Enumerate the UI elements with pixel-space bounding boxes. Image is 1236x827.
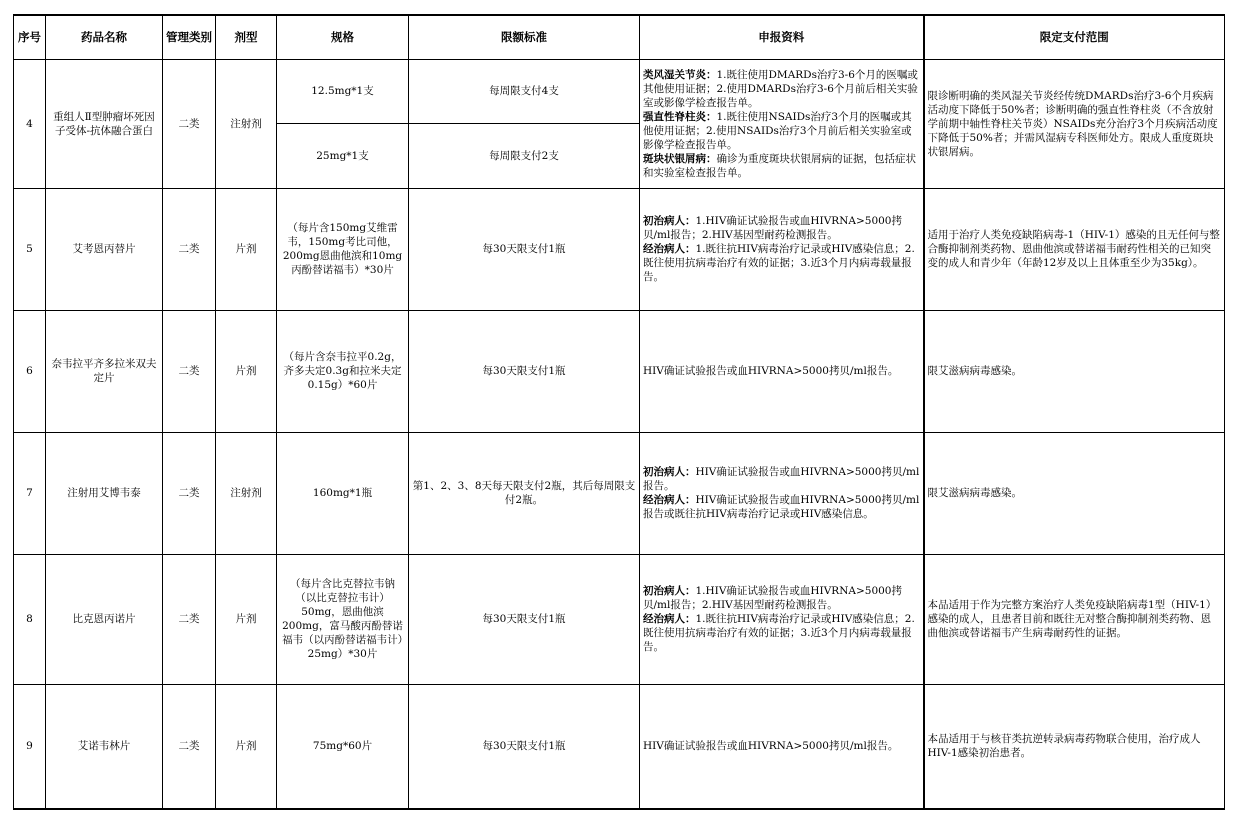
materials-text: 1.既往抗HIV病毒治疗记录或HIV感染信息；2.既往使用抗病毒治疗有效的证据；3.近3个月内病毒载量报告。 bbox=[643, 243, 915, 283]
limit: 每30天限支付1瓶 bbox=[409, 188, 640, 310]
materials-text: 1.既往抗HIV病毒治疗记录或HIV感染信息；2.既往使用抗病毒治疗有效的证据；3.近3个月内病毒载量报告。 bbox=[643, 613, 915, 653]
row-no: 6 bbox=[14, 310, 46, 432]
dosage-form: 片剂 bbox=[216, 188, 277, 310]
materials bbox=[640, 554, 924, 684]
materials-text: HIV确证试验报告或血HIVRNA>5000拷贝/ml报告。 bbox=[643, 740, 899, 753]
payment-scope: 本品适用于作为完整方案治疗人类免疫缺陷病毒1型（HIV-1）感染的成人，且患者目前和既往无对整合酶抑制剂类药物、恩曲他滨或替诺福韦产生病毒耐药性的证据。 bbox=[924, 554, 1225, 684]
materials-text: HIV确证试验报告或血HIVRNA>5000拷贝/ml报告。 bbox=[643, 466, 920, 492]
dosage-form: 片剂 bbox=[216, 310, 277, 432]
category: 二类 bbox=[163, 59, 216, 188]
materials-text: 1.既往使用NSAIDs治疗3个月的医嘱或其他使用证据；2.使用NSAIDs治疗3个月前后相关实验室或影像学检查报告单。 bbox=[643, 110, 912, 151]
materials bbox=[640, 310, 924, 432]
materials-label: 初治病人： bbox=[643, 585, 696, 597]
materials-text: 确诊为重度斑块状银屑病的证据，包括症状和实验室检查报告单。 bbox=[643, 152, 916, 179]
header-spec: 规格 bbox=[277, 15, 409, 59]
table-row bbox=[14, 432, 1225, 554]
payment-scope: 限艾滋病病毒感染。 bbox=[924, 310, 1225, 432]
spec: （每片含奈韦拉平0.2g，齐多夫定0.3g和拉米夫定0.15g）*60片 bbox=[277, 310, 409, 432]
materials bbox=[640, 188, 924, 310]
materials-label: 斑块状银屑病： bbox=[643, 152, 717, 165]
spec: 160mg*1瓶 bbox=[277, 432, 409, 554]
category: 二类 bbox=[163, 188, 216, 310]
spec: 75mg*60片 bbox=[277, 684, 409, 809]
header-materials: 申报资料 bbox=[640, 15, 924, 59]
drug-name: 重组人Ⅱ型肿瘤坏死因子受体-抗体融合蛋白 bbox=[46, 59, 163, 188]
limit: 每周限支付2支 bbox=[409, 123, 640, 188]
table-row bbox=[14, 310, 1225, 432]
materials-label: 类风湿关节炎： bbox=[643, 68, 717, 81]
materials-label: 经治病人： bbox=[643, 494, 696, 506]
materials-label: 经治病人： bbox=[643, 613, 696, 625]
payment-scope: 限诊断明确的类风湿关节炎经传统DMARDs治疗3-6个月疾病活动度下降低于50%者；诊断明确的强直性脊柱炎（不含放射学前期中轴性脊柱关节炎）NSAIDs充分治疗3个月疾病活动度下降低于50%者；并需风湿病专科医师处方。限成人重度斑块状银屑病。 bbox=[924, 59, 1225, 188]
limit: 每30天限支付1瓶 bbox=[409, 310, 640, 432]
materials-text: 1.HIV确证试验报告或血HIVRNA>5000拷贝/ml报告；2.HIV基因型耐药检测报告。 bbox=[643, 215, 902, 241]
materials bbox=[640, 59, 924, 188]
payment-scope: 限艾滋病病毒感染。 bbox=[924, 432, 1225, 554]
payment-scope: 本品适用于与核苷类抗逆转录病毒药物联合使用，治疗成人HIV-1感染初治患者。 bbox=[924, 684, 1225, 809]
table-row bbox=[14, 188, 1225, 310]
header-drug-name: 药品名称 bbox=[46, 15, 163, 59]
dosage-form: 片剂 bbox=[216, 554, 277, 684]
payment-scope: 适用于治疗人类免疫缺陷病毒-1（HIV-1）感染的且无任何与整合酶抑制剂类药物、恩曲他滨或替诺福韦耐药性相关的已知突变的成人和青少年（年龄12岁及以上且体重至少为35kg）。 bbox=[924, 188, 1225, 310]
limit: 每30天限支付1瓶 bbox=[409, 554, 640, 684]
spec: 25mg*1支 bbox=[277, 123, 409, 188]
header-no: 序号 bbox=[14, 15, 46, 59]
drug-name: 艾诺韦林片 bbox=[46, 684, 163, 809]
materials bbox=[640, 684, 924, 809]
limit: 第1、2、3、8天每天限支付2瓶，其后每周限支付2瓶。 bbox=[409, 432, 640, 554]
category: 二类 bbox=[163, 432, 216, 554]
header-category: 管理类别 bbox=[163, 15, 216, 59]
row-no: 9 bbox=[14, 684, 46, 809]
row-no: 7 bbox=[14, 432, 46, 554]
dosage-form: 注射剂 bbox=[216, 432, 277, 554]
materials-text: HIV确证试验报告或血HIVRNA>5000拷贝/ml报告。 bbox=[643, 365, 899, 377]
row-no: 8 bbox=[14, 554, 46, 684]
table-row bbox=[14, 684, 1225, 809]
materials-text: 1.HIV确证试验报告或血HIVRNA>5000拷贝/ml报告；2.HIV基因型耐药检测报告。 bbox=[643, 585, 902, 611]
header-row bbox=[14, 15, 1225, 59]
dosage-form: 注射剂 bbox=[216, 59, 277, 188]
drug-name: 注射用艾博韦泰 bbox=[46, 432, 163, 554]
drug-name: 奈韦拉平齐多拉米双夫定片 bbox=[46, 310, 163, 432]
spec: （每片含150mg艾维雷韦，150mg考比司他，200mg恩曲他滨和10mg丙酚替诺福韦）*30片 bbox=[277, 188, 409, 310]
materials-label: 经治病人： bbox=[643, 243, 696, 255]
materials-text: 1.既往使用DMARDs治疗3-6个月的医嘱或其他使用证据；2.使用DMARDs治疗3-6个月前后相关实验室或影像学检查报告单。 bbox=[643, 68, 918, 109]
materials-label: 初治病人： bbox=[643, 466, 696, 478]
table-row bbox=[14, 59, 1225, 123]
limit: 每周限支付4支 bbox=[409, 59, 640, 123]
spec: （每片含比克替拉韦钠（以比克替拉韦计）50mg，恩曲他滨200mg，富马酸丙酚替诺福韦（以丙酚替诺福韦计）25mg）*30片 bbox=[277, 554, 409, 684]
materials-label: 强直性脊柱炎： bbox=[643, 110, 717, 123]
category: 二类 bbox=[163, 310, 216, 432]
drug-name: 艾考恩丙替片 bbox=[46, 188, 163, 310]
row-no: 4 bbox=[14, 59, 46, 188]
drug-payment-table bbox=[13, 14, 1225, 810]
materials-text: HIV确证试验报告或血HIVRNA>5000拷贝/ml报告或既往抗HIV病毒治疗记录或HIV感染信息。 bbox=[643, 494, 920, 520]
spec: 12.5mg*1支 bbox=[277, 59, 409, 123]
dosage-form: 片剂 bbox=[216, 684, 277, 809]
table-row bbox=[14, 554, 1225, 684]
category: 二类 bbox=[163, 554, 216, 684]
row-no: 5 bbox=[14, 188, 46, 310]
header-scope: 限定支付范围 bbox=[924, 15, 1225, 59]
materials bbox=[640, 432, 924, 554]
drug-name: 比克恩丙诺片 bbox=[46, 554, 163, 684]
header-limit: 限额标准 bbox=[409, 15, 640, 59]
limit: 每30天限支付1瓶 bbox=[409, 684, 640, 809]
category: 二类 bbox=[163, 684, 216, 809]
header-form: 剂型 bbox=[216, 15, 277, 59]
materials-label: 初治病人： bbox=[643, 215, 696, 227]
